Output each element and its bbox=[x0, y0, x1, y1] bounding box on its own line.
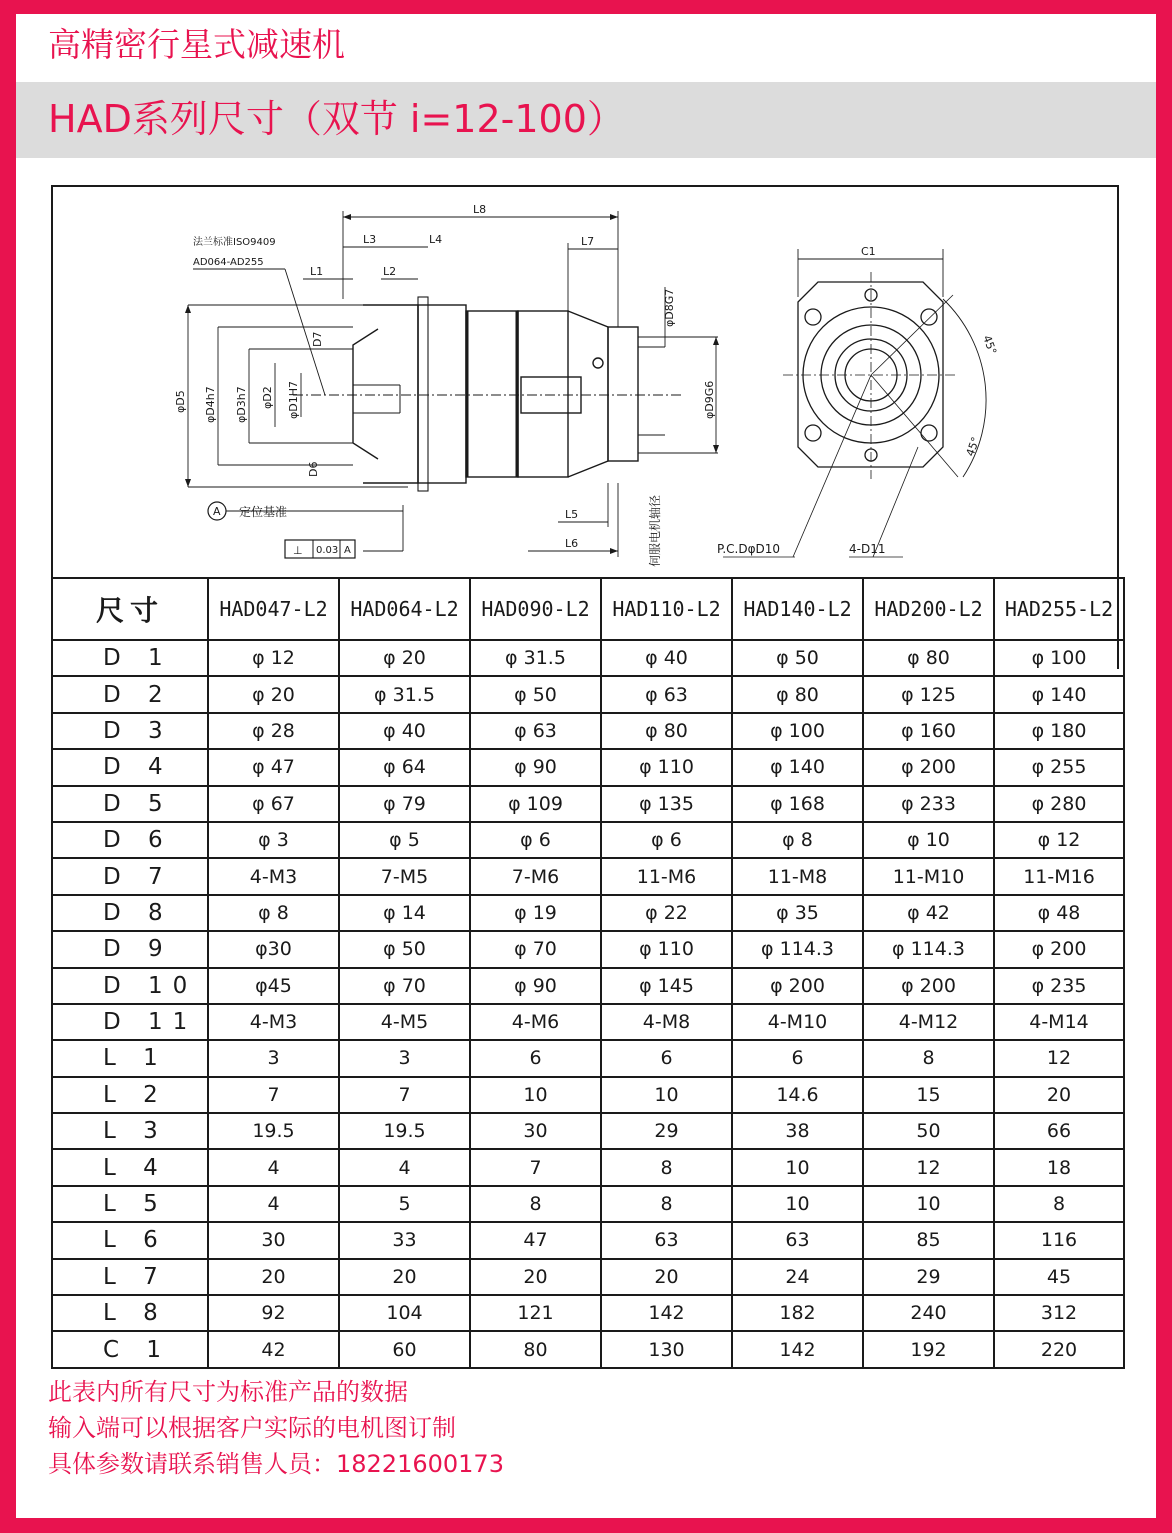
table-cell: φ 6 bbox=[470, 822, 601, 858]
servo-shaft-label: 伺服电机轴径 bbox=[648, 494, 662, 567]
dim-d2: φD2 bbox=[261, 386, 274, 409]
table-cell: 47 bbox=[470, 1222, 601, 1258]
table-cell: φ 280 bbox=[994, 786, 1124, 822]
table-row bbox=[52, 1077, 1124, 1113]
row-label: D 11 bbox=[52, 1004, 208, 1040]
table-cell: φ 90 bbox=[470, 968, 601, 1004]
row-label: L 8 bbox=[52, 1295, 208, 1331]
table-cell: 20 bbox=[208, 1259, 339, 1295]
model-header: HAD090-L2 bbox=[470, 578, 601, 640]
note-line: 此表内所有尺寸为标准产品的数据 bbox=[48, 1378, 408, 1406]
table-cell: φ 80 bbox=[732, 676, 863, 712]
dim-l4: L4 bbox=[429, 233, 443, 246]
table-cell: 3 bbox=[208, 1040, 339, 1076]
dim-d6: D6 bbox=[307, 461, 320, 477]
table-cell: φ 31.5 bbox=[470, 640, 601, 676]
table-row bbox=[52, 1186, 1124, 1222]
table-cell: φ 31.5 bbox=[339, 676, 470, 712]
flange-standard-label: 法兰标准ISO9409 bbox=[193, 237, 276, 248]
tolerance-value: 0.03 bbox=[316, 545, 339, 556]
table-cell: φ 67 bbox=[208, 786, 339, 822]
dim-d5: φD5 bbox=[174, 390, 187, 413]
table-cell: φ 8 bbox=[208, 895, 339, 931]
table-cell: φ 64 bbox=[339, 749, 470, 785]
table-cell: φ30 bbox=[208, 931, 339, 967]
table-cell: 7-M5 bbox=[339, 858, 470, 894]
dim-l8: L8 bbox=[473, 203, 487, 216]
table-cell: 29 bbox=[863, 1259, 994, 1295]
pcd-label: P.C.DφD10 bbox=[717, 542, 781, 556]
table-row bbox=[52, 822, 1124, 858]
table-cell: φ 5 bbox=[339, 822, 470, 858]
table-cell: 4 bbox=[208, 1186, 339, 1222]
table-cell: 20 bbox=[994, 1077, 1124, 1113]
table-cell: φ 110 bbox=[601, 931, 732, 967]
table-row bbox=[52, 931, 1124, 967]
table-cell: 6 bbox=[470, 1040, 601, 1076]
table-cell: 4-M3 bbox=[208, 1004, 339, 1040]
table-cell: 6 bbox=[732, 1040, 863, 1076]
table-cell: φ 200 bbox=[994, 931, 1124, 967]
table-cell: 7-M6 bbox=[470, 858, 601, 894]
row-label: D 4 bbox=[52, 749, 208, 785]
table-cell: φ 20 bbox=[339, 640, 470, 676]
row-label: D 6 bbox=[52, 822, 208, 858]
table-cell: 24 bbox=[732, 1259, 863, 1295]
table-cell: 20 bbox=[601, 1259, 732, 1295]
datum-label: 定位基准 bbox=[239, 505, 288, 519]
table-cell: 29 bbox=[601, 1113, 732, 1149]
table-cell: φ 160 bbox=[863, 713, 994, 749]
table-row bbox=[52, 749, 1124, 785]
table-cell: 33 bbox=[339, 1222, 470, 1258]
table-cell: 4-M3 bbox=[208, 858, 339, 894]
table-cell: 10 bbox=[863, 1186, 994, 1222]
table-cell: φ 20 bbox=[208, 676, 339, 712]
row-label: L 4 bbox=[52, 1149, 208, 1185]
table-cell: 19.5 bbox=[339, 1113, 470, 1149]
table-cell: 8 bbox=[470, 1186, 601, 1222]
table-cell: φ 235 bbox=[994, 968, 1124, 1004]
table-cell: φ 10 bbox=[863, 822, 994, 858]
table-cell: φ 12 bbox=[994, 822, 1124, 858]
table-cell: 66 bbox=[994, 1113, 1124, 1149]
table-row bbox=[52, 640, 1124, 676]
table-row bbox=[52, 713, 1124, 749]
dim-d8: φD8G7 bbox=[663, 288, 676, 327]
dim-l5: L5 bbox=[565, 508, 579, 521]
table-cell: φ 14 bbox=[339, 895, 470, 931]
table-cell: φ 80 bbox=[601, 713, 732, 749]
table-cell: 85 bbox=[863, 1222, 994, 1258]
table-cell: 4-M6 bbox=[470, 1004, 601, 1040]
housing-section-3 bbox=[518, 311, 568, 477]
table-cell: 20 bbox=[470, 1259, 601, 1295]
table-cell: 63 bbox=[732, 1222, 863, 1258]
row-label: D 3 bbox=[52, 713, 208, 749]
table-cell: φ 28 bbox=[208, 713, 339, 749]
table-cell: 8 bbox=[863, 1040, 994, 1076]
model-header: HAD255-L2 bbox=[994, 578, 1124, 640]
technical-drawing bbox=[53, 187, 1119, 587]
table-cell: φ 40 bbox=[339, 713, 470, 749]
table-cell: 30 bbox=[208, 1222, 339, 1258]
table-cell: 8 bbox=[601, 1149, 732, 1185]
table-cell: 312 bbox=[994, 1295, 1124, 1331]
table-cell: φ 100 bbox=[994, 640, 1124, 676]
table-cell: 38 bbox=[732, 1113, 863, 1149]
table-cell: 142 bbox=[601, 1295, 732, 1331]
table-cell: φ 63 bbox=[601, 676, 732, 712]
table-cell: 8 bbox=[601, 1186, 732, 1222]
table-cell: 63 bbox=[601, 1222, 732, 1258]
table-cell: 15 bbox=[863, 1077, 994, 1113]
table-cell: φ 180 bbox=[994, 713, 1124, 749]
table-cell: 10 bbox=[601, 1077, 732, 1113]
table-row bbox=[52, 1295, 1124, 1331]
model-header: HAD064-L2 bbox=[339, 578, 470, 640]
table-cell: φ 3 bbox=[208, 822, 339, 858]
series-subtitle: HAD系列尺寸（双节 i=12-100） bbox=[48, 97, 625, 141]
table-cell: 121 bbox=[470, 1295, 601, 1331]
table-cell: 92 bbox=[208, 1295, 339, 1331]
table-cell: φ 50 bbox=[732, 640, 863, 676]
datum-letter: A bbox=[213, 505, 221, 518]
table-cell: φ 168 bbox=[732, 786, 863, 822]
holes-label: 4-D11 bbox=[849, 542, 886, 556]
row-label: D 10 bbox=[52, 968, 208, 1004]
table-row bbox=[52, 786, 1124, 822]
table-row bbox=[52, 1259, 1124, 1295]
row-label: L 6 bbox=[52, 1222, 208, 1258]
table-cell: φ 233 bbox=[863, 786, 994, 822]
table-cell: φ 200 bbox=[732, 968, 863, 1004]
table-cell: 11-M8 bbox=[732, 858, 863, 894]
table-cell: φ 19 bbox=[470, 895, 601, 931]
row-label: L 7 bbox=[52, 1259, 208, 1295]
table-cell: 19.5 bbox=[208, 1113, 339, 1149]
table-cell: φ 8 bbox=[732, 822, 863, 858]
dim-l1: L1 bbox=[310, 265, 324, 278]
table-cell: 6 bbox=[601, 1040, 732, 1076]
table-cell: φ 140 bbox=[732, 749, 863, 785]
dim-d9: φD9G6 bbox=[703, 380, 716, 419]
row-label: L 2 bbox=[52, 1077, 208, 1113]
flange-outline bbox=[363, 305, 418, 483]
table-cell: φ 22 bbox=[601, 895, 732, 931]
table-cell: φ 50 bbox=[470, 676, 601, 712]
dim-l6: L6 bbox=[565, 537, 579, 550]
table-cell: 142 bbox=[732, 1331, 863, 1367]
table-cell: φ 70 bbox=[470, 931, 601, 967]
table-cell: φ 70 bbox=[339, 968, 470, 1004]
table-cell: 4-M12 bbox=[863, 1004, 994, 1040]
table-row bbox=[52, 1222, 1124, 1258]
table-cell: φ 140 bbox=[994, 676, 1124, 712]
notes bbox=[48, 1374, 504, 1482]
table-cell: φ 145 bbox=[601, 968, 732, 1004]
row-label: D 5 bbox=[52, 786, 208, 822]
spec-sheet bbox=[16, 14, 1156, 1518]
model-header: HAD047-L2 bbox=[208, 578, 339, 640]
table-cell: 8 bbox=[994, 1186, 1124, 1222]
row-label: L 1 bbox=[52, 1040, 208, 1076]
perpendicularity-symbol: ⊥ bbox=[293, 544, 303, 557]
table-cell: 11-M6 bbox=[601, 858, 732, 894]
table-cell: 116 bbox=[994, 1222, 1124, 1258]
table-cell: φ 48 bbox=[994, 895, 1124, 931]
table-cell: 12 bbox=[863, 1149, 994, 1185]
table-row bbox=[52, 858, 1124, 894]
page-title: 高精密行星式减速机 bbox=[48, 25, 345, 64]
table-cell: 42 bbox=[208, 1331, 339, 1367]
table-cell: 4-M10 bbox=[732, 1004, 863, 1040]
model-header: HAD140-L2 bbox=[732, 578, 863, 640]
table-cell: φ 114.3 bbox=[732, 931, 863, 967]
table-row bbox=[52, 1331, 1124, 1367]
dimension-table bbox=[51, 577, 1125, 1369]
table-cell: 4-M14 bbox=[994, 1004, 1124, 1040]
corner-cell: 尺寸 bbox=[52, 578, 208, 640]
note-line: 输入端可以根据客户实际的电机图订制 bbox=[48, 1414, 456, 1442]
row-label: D 2 bbox=[52, 676, 208, 712]
row-label: C 1 bbox=[52, 1331, 208, 1367]
table-header-row bbox=[52, 578, 1124, 640]
table-cell: 4-M5 bbox=[339, 1004, 470, 1040]
table-cell: φ 40 bbox=[601, 640, 732, 676]
table-cell: 240 bbox=[863, 1295, 994, 1331]
table-cell: φ 90 bbox=[470, 749, 601, 785]
dim-d1: φD1H7 bbox=[287, 381, 300, 419]
table-cell: φ 200 bbox=[863, 749, 994, 785]
table-cell: φ 50 bbox=[339, 931, 470, 967]
row-label: D 9 bbox=[52, 931, 208, 967]
table-cell: 7 bbox=[208, 1077, 339, 1113]
flange-range-label: AD064-AD255 bbox=[193, 257, 264, 268]
row-label: L 5 bbox=[52, 1186, 208, 1222]
table-cell: φ 42 bbox=[863, 895, 994, 931]
table-cell: 10 bbox=[732, 1149, 863, 1185]
model-header: HAD110-L2 bbox=[601, 578, 732, 640]
table-cell: 104 bbox=[339, 1295, 470, 1331]
table-cell: φ 125 bbox=[863, 676, 994, 712]
table-cell: 4-M8 bbox=[601, 1004, 732, 1040]
table-cell: 7 bbox=[339, 1077, 470, 1113]
table-cell: 10 bbox=[470, 1077, 601, 1113]
dim-d3: φD3h7 bbox=[235, 386, 248, 423]
note-line: 具体参数请联系销售人员：18221600173 bbox=[48, 1450, 504, 1478]
row-label: D 1 bbox=[52, 640, 208, 676]
dim-d7: D7 bbox=[311, 331, 324, 347]
table-cell: 50 bbox=[863, 1113, 994, 1149]
table-cell: φ 80 bbox=[863, 640, 994, 676]
table-cell: 3 bbox=[339, 1040, 470, 1076]
motor-adapter bbox=[608, 327, 638, 461]
row-label: L 3 bbox=[52, 1113, 208, 1149]
table-cell: φ 255 bbox=[994, 749, 1124, 785]
table-cell: φ 110 bbox=[601, 749, 732, 785]
table-cell: 5 bbox=[339, 1186, 470, 1222]
subtitle-band bbox=[16, 82, 1156, 158]
table-cell: φ 135 bbox=[601, 786, 732, 822]
table-cell: 80 bbox=[470, 1331, 601, 1367]
table-cell: φ 200 bbox=[863, 968, 994, 1004]
table-cell: 220 bbox=[994, 1331, 1124, 1367]
table-cell: φ45 bbox=[208, 968, 339, 1004]
table-row bbox=[52, 1040, 1124, 1076]
angle-bottom-label: 45° bbox=[963, 435, 983, 459]
table-cell: 4 bbox=[339, 1149, 470, 1185]
table-cell: 10 bbox=[732, 1186, 863, 1222]
table-row bbox=[52, 1149, 1124, 1185]
row-label: D 7 bbox=[52, 858, 208, 894]
table-cell: 192 bbox=[863, 1331, 994, 1367]
table-cell: 130 bbox=[601, 1331, 732, 1367]
table-cell: φ 114.3 bbox=[863, 931, 994, 967]
table-cell: 11-M10 bbox=[863, 858, 994, 894]
angle-top-label: 45° bbox=[980, 333, 1000, 357]
dim-l3: L3 bbox=[363, 233, 377, 246]
table-cell: 12 bbox=[994, 1040, 1124, 1076]
table-row bbox=[52, 676, 1124, 712]
table-row bbox=[52, 968, 1124, 1004]
dim-l2: L2 bbox=[383, 265, 397, 278]
housing-section-1 bbox=[418, 305, 466, 483]
table-row bbox=[52, 1113, 1124, 1149]
table-cell: 182 bbox=[732, 1295, 863, 1331]
table-cell: 7 bbox=[470, 1149, 601, 1185]
dim-c1: C1 bbox=[861, 245, 876, 258]
table-cell: 14.6 bbox=[732, 1077, 863, 1113]
tolerance-datum: A bbox=[344, 545, 351, 556]
table-cell: 18 bbox=[994, 1149, 1124, 1185]
table-cell: φ 79 bbox=[339, 786, 470, 822]
table-cell: φ 12 bbox=[208, 640, 339, 676]
table-cell: 4 bbox=[208, 1149, 339, 1185]
table-cell: φ 35 bbox=[732, 895, 863, 931]
table-cell: 60 bbox=[339, 1331, 470, 1367]
table-cell: φ 6 bbox=[601, 822, 732, 858]
table-row bbox=[52, 895, 1124, 931]
table-cell: φ 100 bbox=[732, 713, 863, 749]
housing-section-2 bbox=[466, 311, 518, 477]
table-cell: 20 bbox=[339, 1259, 470, 1295]
dim-l7: L7 bbox=[581, 235, 595, 248]
table-row bbox=[52, 1004, 1124, 1040]
table-cell: φ 47 bbox=[208, 749, 339, 785]
dim-d4: φD4h7 bbox=[204, 386, 217, 423]
table-cell: 30 bbox=[470, 1113, 601, 1149]
row-label: D 8 bbox=[52, 895, 208, 931]
table-cell: φ 63 bbox=[470, 713, 601, 749]
model-header: HAD200-L2 bbox=[863, 578, 994, 640]
table-cell: φ 109 bbox=[470, 786, 601, 822]
table-cell: 45 bbox=[994, 1259, 1124, 1295]
table-cell: 11-M16 bbox=[994, 858, 1124, 894]
